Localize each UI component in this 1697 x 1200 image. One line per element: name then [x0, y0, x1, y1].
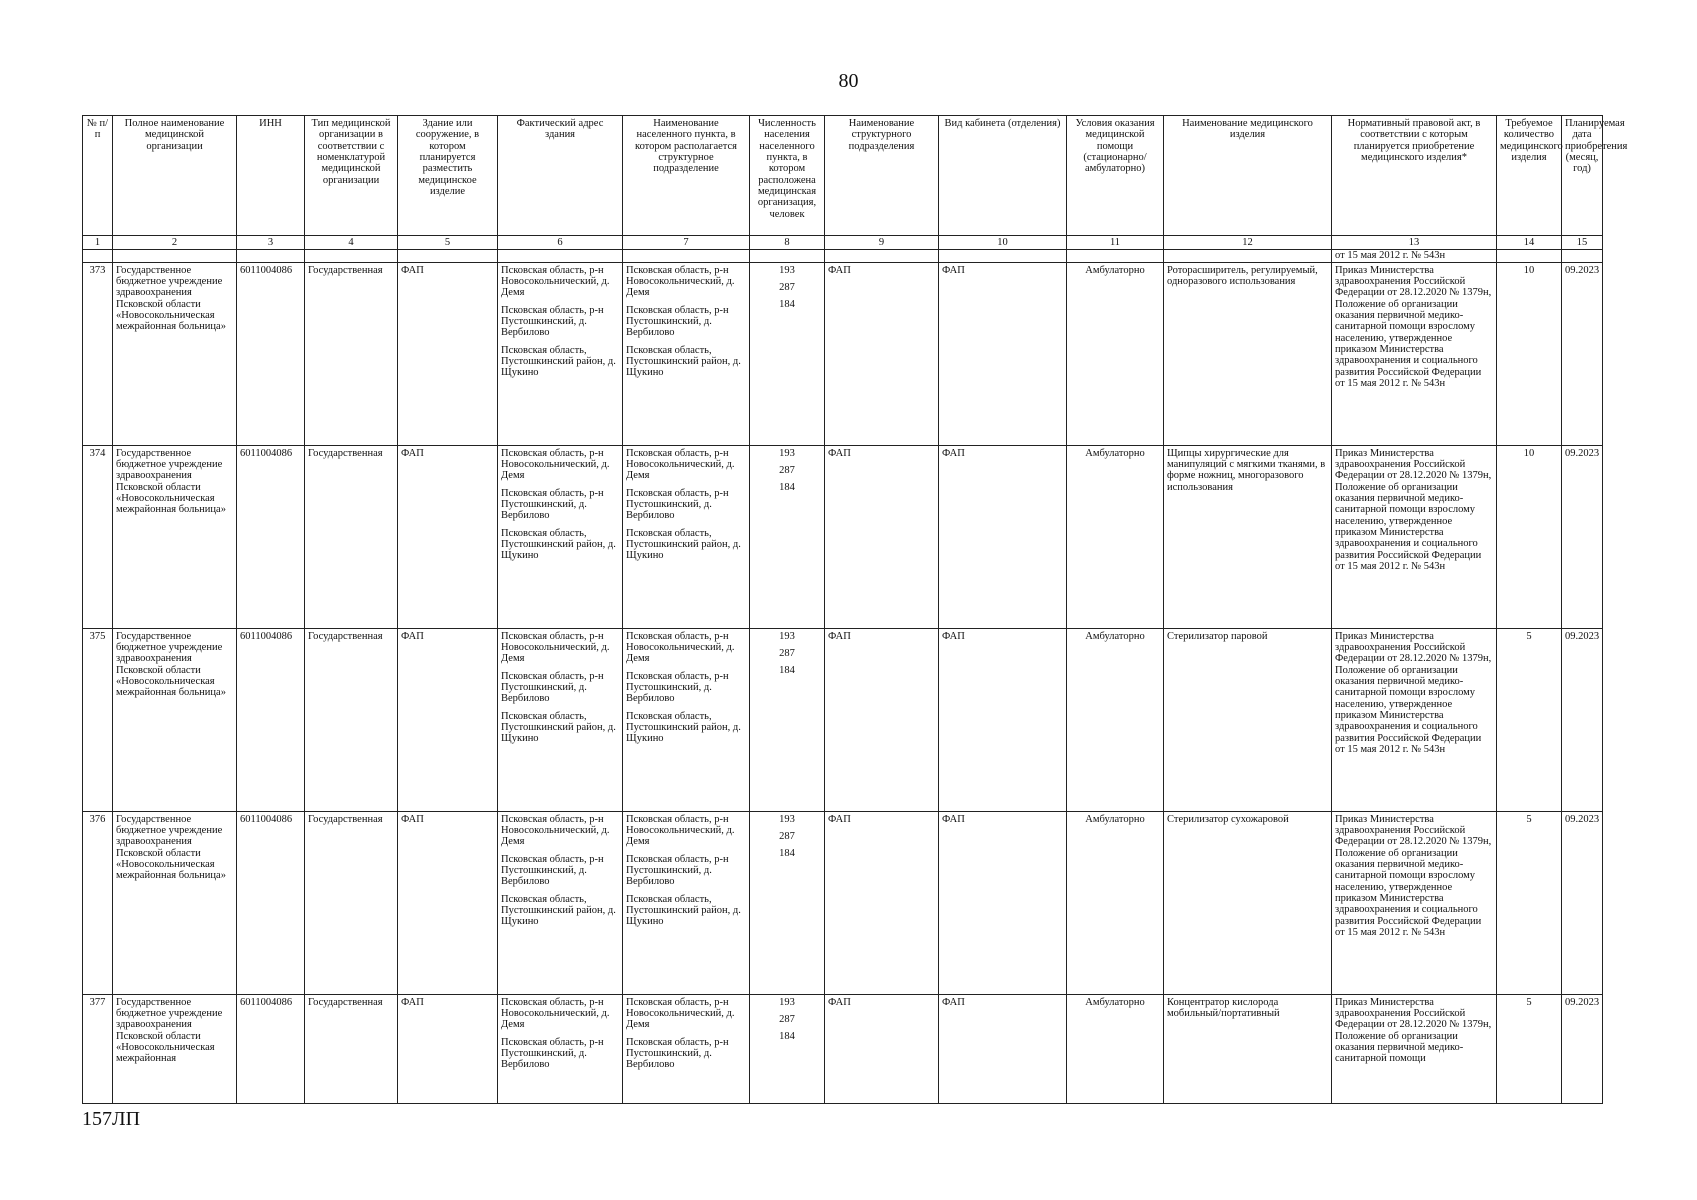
- settlement-line: Псковская область, Пустошкинский район, д. Щукино: [626, 893, 741, 928]
- column-number: 9: [825, 236, 939, 250]
- address-line: Псковская область, Пустошкинский район, д. Щукино: [501, 527, 616, 562]
- address-line: Псковская область, р-н Новосокольнический, д. Демя: [501, 996, 610, 1031]
- building-cell: ФАП: [398, 445, 498, 628]
- building-cell: ФАП: [398, 262, 498, 445]
- address-line: Псковская область, р-н Новосокольнический, д. Демя: [501, 264, 610, 299]
- column-number: 2: [113, 236, 237, 250]
- address-line: Псковская область, Пустошкинский район, д. Щукино: [501, 893, 616, 928]
- quantity-cell: 10: [1497, 262, 1562, 445]
- settlement-line: Псковская область, Пустошкинский район, д. Щукино: [626, 527, 741, 562]
- column-number: 13: [1332, 236, 1497, 250]
- conditions-cell: Амбулаторно: [1067, 262, 1164, 445]
- column-number-row: [83, 236, 1603, 250]
- population-value: 184: [779, 482, 795, 494]
- inn-cell: 6011004086: [237, 445, 305, 628]
- column-number: 15: [1562, 236, 1603, 250]
- purchase-date-cell: 09.2023: [1562, 811, 1603, 994]
- header-cell: Численность населения населенного пункта, в котором расположена медицинская организация, человек: [750, 116, 825, 236]
- column-number: 12: [1164, 236, 1332, 250]
- population-value: 287: [779, 647, 795, 659]
- address-line: Псковская область, р-н Новосокольнический, д. Демя: [501, 630, 610, 665]
- device-cell: Щипцы хирургические для манипуляций с мягкими тканями, в форме ножниц, многоразового использования: [1164, 445, 1332, 628]
- conditions-cell: Амбулаторно: [1067, 994, 1164, 1103]
- population-cell: [750, 445, 825, 628]
- header-cell: Наименование медицинского изделия: [1164, 116, 1332, 236]
- settlement-line: Псковская область, р-н Пустошкинский, д. Вербилово: [626, 1036, 729, 1071]
- row-number-cell: 374: [83, 445, 113, 628]
- settlement-line: Псковская область, Пустошкинский район, д. Щукино: [626, 710, 741, 745]
- organization-cell: Государственное бюджетное учреждение здравоохранения Псковской области «Новосокольническая межрайонная больница»: [113, 262, 237, 445]
- population-cell: [750, 628, 825, 811]
- quantity-cell: 5: [1497, 811, 1562, 994]
- column-number: 5: [398, 236, 498, 250]
- header-cell: Требуемое количество медицинского изделия: [1497, 116, 1562, 236]
- row-number-cell: 373: [83, 262, 113, 445]
- address-line: Псковская область, р-н Пустошкинский, д. Вербилово: [501, 853, 604, 888]
- unit-cell: ФАП: [825, 445, 939, 628]
- population-value: 287: [779, 830, 795, 842]
- quantity-cell: 5: [1497, 994, 1562, 1103]
- population-value: 287: [779, 1013, 795, 1025]
- address-line: Псковская область, Пустошкинский район, д. Щукино: [501, 344, 616, 379]
- settlement-line: Псковская область, р-н Пустошкинский, д. Вербилово: [626, 487, 729, 522]
- settlement-line: Псковская область, р-н Новосокольнический, д. Демя: [626, 996, 735, 1031]
- cabinet-cell: ФАП: [939, 445, 1067, 628]
- table-row: [83, 445, 1603, 628]
- legal-act-cell: Приказ Министерства здравоохранения Российской Федерации от 28.12.2020 № 1379н, Положение об организации оказания первичной медико-санитарной помощи взрослому населению, утвержденное приказом Министерства здравоохранения и социального развития Российской Федерации от 15 мая 2012 г. № 543н: [1332, 628, 1497, 811]
- address-cell: [498, 811, 623, 994]
- column-number: 6: [498, 236, 623, 250]
- building-cell: ФАП: [398, 628, 498, 811]
- header-cell: Тип медицинской организации в соответствии с номенклатурой медицинской организации: [305, 116, 398, 236]
- quantity-cell: 10: [1497, 445, 1562, 628]
- org-type-cell: Государственная: [305, 445, 398, 628]
- population-value: 193: [779, 813, 795, 825]
- settlement-cell: [623, 994, 750, 1103]
- organization-cell: Государственное бюджетное учреждение здравоохранения Псковской области «Новосокольническая межрайонная: [113, 994, 237, 1103]
- inn-cell: 6011004086: [237, 994, 305, 1103]
- table-row: [83, 811, 1603, 994]
- address-line: Псковская область, р-н Пустошкинский, д. Вербилово: [501, 670, 604, 705]
- purchase-date-cell: 09.2023: [1562, 262, 1603, 445]
- cabinet-cell: ФАП: [939, 811, 1067, 994]
- building-cell: ФАП: [398, 811, 498, 994]
- unit-cell: ФАП: [825, 811, 939, 994]
- legal-act-cell: Приказ Министерства здравоохранения Российской Федерации от 28.12.2020 № 1379н, Положение об организации оказания первичной медико-санитарной помощи взрослому населению, утвержденное приказом Министерства здравоохранения и социального развития Российской Федерации от 15 мая 2012 г. № 543н: [1332, 811, 1497, 994]
- purchase-date-cell: 09.2023: [1562, 994, 1603, 1103]
- header-cell: Нормативный правовой акт, в соответствии с которым планируется приобретение медицинского изделия*: [1332, 116, 1497, 236]
- header-cell: ИНН: [237, 116, 305, 236]
- settlement-cell: [623, 628, 750, 811]
- legal-act-cell: Приказ Министерства здравоохранения Российской Федерации от 28.12.2020 № 1379н, Положение об организации оказания первичной медико-санитарной помощи взрослому населению, утвержденное приказом Министерства здравоохранения и социального развития Российской Федерации от 15 мая 2012 г. № 543н: [1332, 262, 1497, 445]
- table-row: [83, 628, 1603, 811]
- population-value: 184: [779, 1031, 795, 1043]
- population-value: 193: [779, 630, 795, 642]
- population-value: 287: [779, 281, 795, 293]
- purchase-date-cell: 09.2023: [1562, 628, 1603, 811]
- column-number: 3: [237, 236, 305, 250]
- unit-cell: ФАП: [825, 628, 939, 811]
- population-value: 193: [779, 447, 795, 459]
- settlement-cell: [623, 811, 750, 994]
- header-cell: № п/п: [83, 116, 113, 236]
- organization-cell: Государственное бюджетное учреждение здравоохранения Псковской области «Новосокольническая межрайонная больница»: [113, 445, 237, 628]
- header-cell: Вид кабинета (отделения): [939, 116, 1067, 236]
- settlement-line: Псковская область, р-н Пустошкинский, д. Вербилово: [626, 853, 729, 888]
- settlement-cell: [623, 262, 750, 445]
- population-value: 184: [779, 665, 795, 677]
- settlement-line: Псковская область, р-н Новосокольнический, д. Демя: [626, 264, 735, 299]
- org-type-cell: Государственная: [305, 262, 398, 445]
- column-number: 10: [939, 236, 1067, 250]
- legal-act-cell: Приказ Министерства здравоохранения Российской Федерации от 28.12.2020 № 1379н, Положение об организации оказания первичной медико-санитарной помощи: [1332, 994, 1497, 1103]
- address-line: Псковская область, р-н Пустошкинский, д. Вербилово: [501, 304, 604, 339]
- address-line: Псковская область, р-н Новосокольнический, д. Демя: [501, 447, 610, 482]
- column-number: 1: [83, 236, 113, 250]
- population-value: 193: [779, 264, 795, 276]
- header-cell: Наименование населенного пункта, в котором располагается структурное подразделение: [623, 116, 750, 236]
- header-cell: Здание или сооружение, в котором планируется разместить медицинское изделие: [398, 116, 498, 236]
- header-cell: Планируемая дата приобретения (месяц, год): [1562, 116, 1603, 236]
- org-type-cell: Государственная: [305, 811, 398, 994]
- conditions-cell: Амбулаторно: [1067, 811, 1164, 994]
- device-cell: Роторасширитель, регулируемый, одноразового использования: [1164, 262, 1332, 445]
- row-number-cell: 375: [83, 628, 113, 811]
- quantity-cell: 5: [1497, 628, 1562, 811]
- column-number: 4: [305, 236, 398, 250]
- inn-cell: 6011004086: [237, 628, 305, 811]
- population-value: 184: [779, 848, 795, 860]
- conditions-cell: Амбулаторно: [1067, 628, 1164, 811]
- column-number: 14: [1497, 236, 1562, 250]
- population-cell: [750, 262, 825, 445]
- device-cell: Стерилизатор паровой: [1164, 628, 1332, 811]
- page-number: 80: [838, 70, 859, 92]
- settlement-line: Псковская область, р-н Новосокольнический, д. Демя: [626, 630, 735, 665]
- cabinet-cell: ФАП: [939, 262, 1067, 445]
- cabinet-cell: ФАП: [939, 628, 1067, 811]
- purchase-date-cell: 09.2023: [1562, 445, 1603, 628]
- organization-cell: Государственное бюджетное учреждение здравоохранения Псковской области «Новосокольническая межрайонная больница»: [113, 628, 237, 811]
- settlement-line: Псковская область, р-н Новосокольнический, д. Демя: [626, 447, 735, 482]
- population-value: 193: [779, 996, 795, 1008]
- column-number: 8: [750, 236, 825, 250]
- settlement-line: Псковская область, Пустошкинский район, д. Щукино: [626, 344, 741, 379]
- unit-cell: ФАП: [825, 994, 939, 1103]
- address-cell: [498, 445, 623, 628]
- population-cell: [750, 811, 825, 994]
- table-row: [83, 994, 1603, 1103]
- equipment-table: [82, 115, 1628, 1104]
- address-line: Псковская область, Пустошкинский район, д. Щукино: [501, 710, 616, 745]
- settlement-cell: [623, 445, 750, 628]
- settlement-line: Псковская область, р-н Пустошкинский, д. Вербилово: [626, 670, 729, 705]
- row-number-cell: 376: [83, 811, 113, 994]
- column-number: 7: [623, 236, 750, 250]
- address-line: Псковская область, р-н Пустошкинский, д. Вербилово: [501, 487, 604, 522]
- settlement-line: Псковская область, р-н Новосокольнический, д. Демя: [626, 813, 735, 848]
- document-code: 157ЛП: [82, 1108, 141, 1130]
- header-cell: Наименование структурного подразделения: [825, 116, 939, 236]
- continuation-row: [83, 250, 1603, 262]
- unit-cell: ФАП: [825, 262, 939, 445]
- header-cell: Полное наименование медицинской организации: [113, 116, 237, 236]
- device-cell: Стерилизатор сухожаровой: [1164, 811, 1332, 994]
- population-value: 184: [779, 299, 795, 311]
- conditions-cell: Амбулаторно: [1067, 445, 1164, 628]
- device-cell: Концентратор кислорода мобильный/портативный: [1164, 994, 1332, 1103]
- header-cell: Фактический адрес здания: [498, 116, 623, 236]
- legal-act-cell: Приказ Министерства здравоохранения Российской Федерации от 28.12.2020 № 1379н, Положение об организации оказания первичной медико-санитарной помощи взрослому населению, утвержденное приказом Министерства здравоохранения и социального развития Российской Федерации от 15 мая 2012 г. № 543н: [1332, 445, 1497, 628]
- settlement-line: Псковская область, р-н Пустошкинский, д. Вербилово: [626, 304, 729, 339]
- inn-cell: 6011004086: [237, 811, 305, 994]
- org-type-cell: Государственная: [305, 994, 398, 1103]
- org-type-cell: Государственная: [305, 628, 398, 811]
- inn-cell: 6011004086: [237, 262, 305, 445]
- table-row: [83, 262, 1603, 445]
- population-cell: [750, 994, 825, 1103]
- header-cell: Условия оказания медицинской помощи (стационарно/ амбулаторно): [1067, 116, 1164, 236]
- organization-cell: Государственное бюджетное учреждение здравоохранения Псковской области «Новосокольническая межрайонная больница»: [113, 811, 237, 994]
- population-value: 287: [779, 464, 795, 476]
- address-cell: [498, 628, 623, 811]
- address-line: Псковская область, р-н Новосокольнический, д. Демя: [501, 813, 610, 848]
- column-number: 11: [1067, 236, 1164, 250]
- building-cell: ФАП: [398, 994, 498, 1103]
- continuation-text: от 15 мая 2012 г. № 543н: [1332, 250, 1497, 262]
- header-row: [83, 116, 1603, 236]
- address-cell: [498, 262, 623, 445]
- row-number-cell: 377: [83, 994, 113, 1103]
- cabinet-cell: ФАП: [939, 994, 1067, 1103]
- address-cell: [498, 994, 623, 1103]
- address-line: Псковская область, р-н Пустошкинский, д. Вербилово: [501, 1036, 604, 1071]
